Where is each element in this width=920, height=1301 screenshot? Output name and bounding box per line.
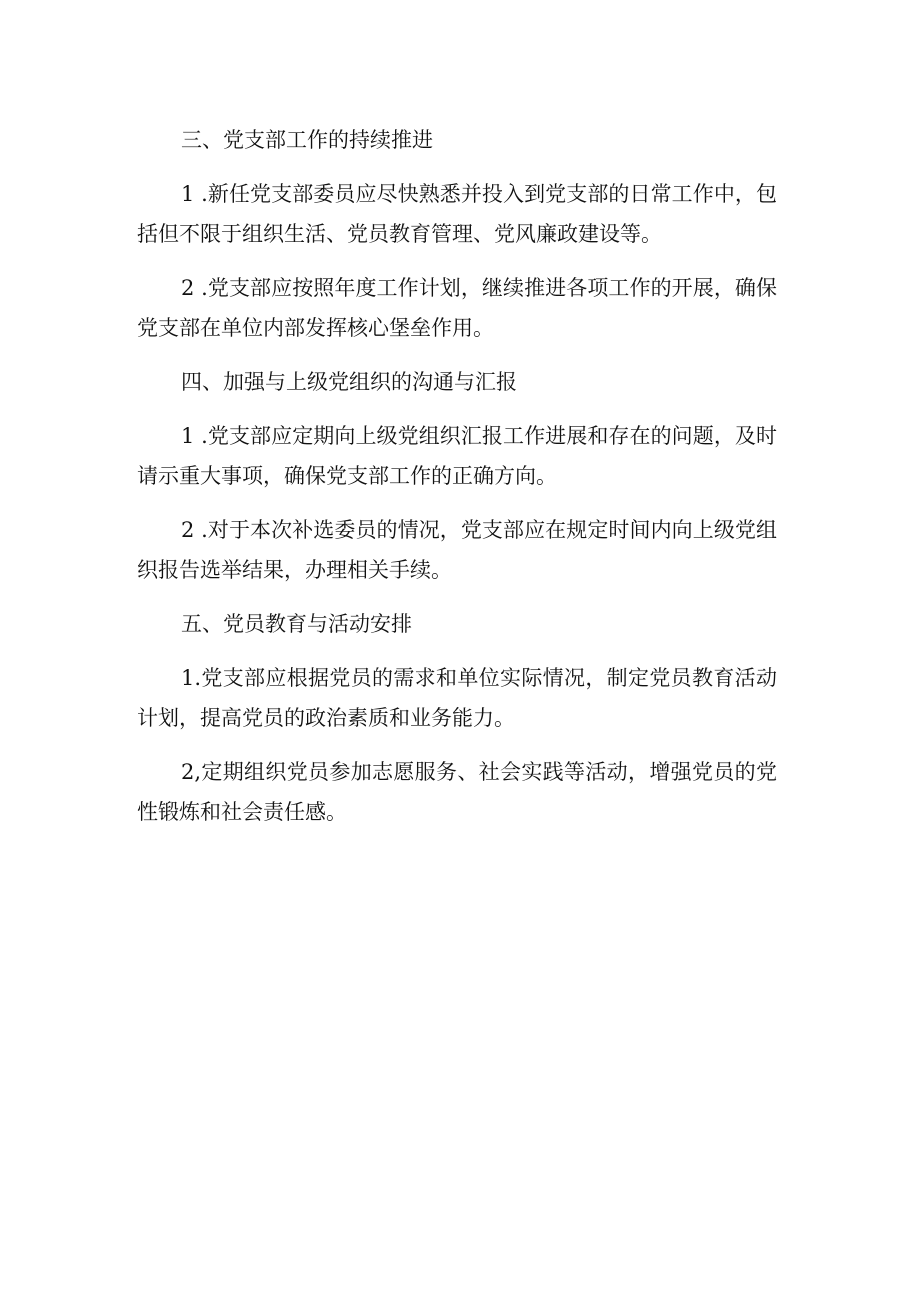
section-5-item-1: 1.党支部应根据党员的需求和单位实际情况，制定党员教育活动计划，提高党员的政治素质和业务能力。 [137,666,777,730]
section-3-item-2: 2 .党支部应按照年度工作计划，继续推进各项工作的开展，确保党支部在单位内部发挥核心堡垒作用。 [137,276,777,340]
section-5-item-2: 2,定期组织党员参加志愿服务、社会实践等活动，增强党员的党性锻炼和社会责任感。 [137,760,777,824]
document-body [137,120,777,832]
section-heading-4: 四、加强与上级党组织的沟通与汇报 [181,370,517,394]
section-4-item-1: 1 .党支部应定期向上级党组织汇报工作进展和存在的问题，及时请示重大事项，确保党支部工作的正确方向。 [137,424,777,488]
section-heading-3: 三、党支部工作的持续推进 [181,128,433,152]
section-heading-5: 五、党员教育与活动安排 [181,612,412,636]
section-3-item-1: 1 .新任党支部委员应尽快熟悉并投入到党支部的日常工作中，包括但不限于组织生活、党员教育管理、党风廉政建设等。 [137,182,777,246]
section-4-item-2: 2 .对于本次补选委员的情况，党支部应在规定时间内向上级党组织报告选举结果，办理相关手续。 [137,518,777,582]
